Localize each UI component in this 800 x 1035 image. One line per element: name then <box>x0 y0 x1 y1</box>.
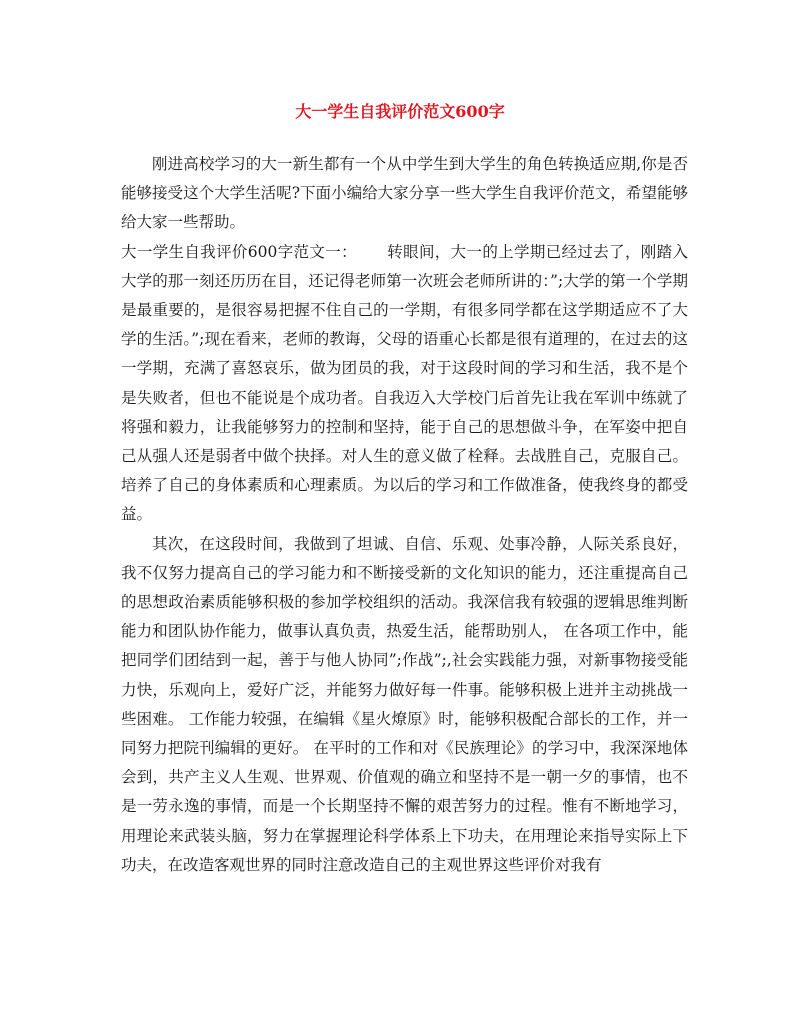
document-body <box>121 150 688 880</box>
intro-paragraph: 刚进高校学习的大一新生都有一个从中学生到大学生的角色转换适应期,你是否能够接受这个大学生活呢?下面小编给大家分享一些大学生自我评价范文，希望能够给大家一些帮助。 <box>121 155 688 232</box>
second-paragraph: 其次，在这段时间，我做到了坦诚、自信、乐观、处事冷静，人际关系良好，我不仅努力提高自己的学习能力和不断接受新的文化知识的能力，还注重提高自己的思想政治素质能够积极的参加学校组织的活动。我深信我有较强的逻辑思维判断能力和团队协作能力，做事认真负责，热爱生活，能帮助别人， 在各项工作中，能把同学们团结到一起，善于与他人协同”;作战”;,社会实践能力强，对新事物接受能力快，乐观向上，爱好广泛，并能努力做好每一件事。能够积极上进并主动挑战一些困难。 工作能力较强，在编辑《星火燎原》时，能够积极配合部长的工作，并一同努力把院刊编辑的更好。 在平时的工作和对《民族理论》的学习中，我深深地体会到，共产主义人生观、世界观、价值观的确立和坚持不是一朝一夕的事情，也不是一劳永逸的事情，而是一个长期坚持不懈的艰苦努力的过程。惟有不断地学习，用理论来武装头脑，努力在掌握理论科学体系上下功夫，在用理论来指导实际上下功夫，在改造客观世界的同时注意改造自己的主观世界这些评价对我有 <box>121 534 688 874</box>
section-heading: 大一学生自我评价600字范文一： <box>121 242 357 261</box>
section-one <box>121 238 688 530</box>
document-title: 大一学生自我评价范文600字 <box>295 102 505 121</box>
section-first-paragraph: 转眼间，大一的上学期已经过去了，刚踏入大学的那一刻还历历在目，还记得老师第一次班会老师所讲的：”;大学的第一个学期是最重要的，是很容易把握不住自己的一学期，有很多同学都在这学期适应不了大学的生活。”;现在看来，老师的教诲，父母的语重心长都是很有道理的，在过去的这一学期，充满了喜怒哀乐，做为团员的我，对于这段时间的学习和生活，我不是个是失败者，但也不能说是个成功者。自我迈入大学校门后首先让我在军训中练就了将强和毅力，让我能够努力的控制和坚持，能于自己的思想做斗争，在军姿中把自己从强人还是弱者中做个抉择。对人生的意义做了栓释。去战胜自己，克服自己。培养了自己的身体素质和心理素质。为以后的学习和工作做准备，使我终身的都受益。 <box>121 242 688 524</box>
